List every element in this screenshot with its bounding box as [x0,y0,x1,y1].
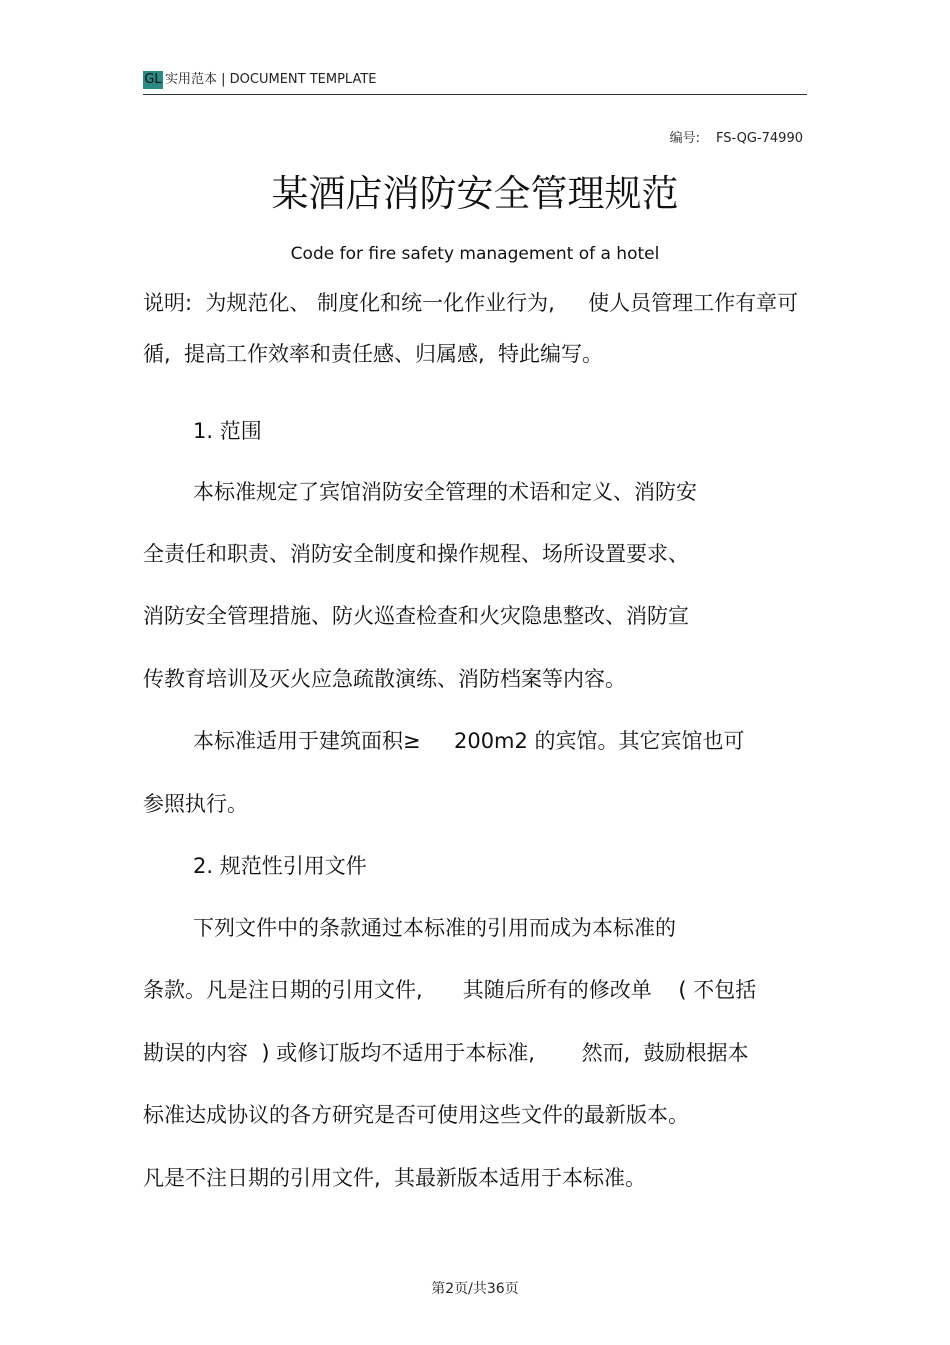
section-heading: 1. 范围 [193,419,262,443]
body-line: 本标准适用于建筑面积≥ 200m2 的宾馆。其它宾馆也可 [193,729,745,753]
body-line: 勘误的内容 ) 或修订版均不适用于本标准, 然而, 鼓励根据本 [143,1041,749,1065]
body-line: 传教育培训及灭火应急疏散演练、消防档案等内容。 [143,667,626,691]
section-heading: 2. 规范性引用文件 [193,854,367,878]
page-footer: 第2页/共36页 [431,1281,519,1297]
body-line: 参照执行。 [143,792,248,816]
body-line: 标准达成协议的各方研究是否可使用这些文件的最新版本。 [143,1103,689,1127]
document-number-label: 编号: [669,131,700,146]
body-line: 说明: 为规范化、 制度化和统一化作业行为, 使人员管理工作有章可 [143,291,799,315]
body-line: 下列文件中的条款通过本标准的引用而成为本标准的 [193,916,676,940]
page-header [143,70,807,95]
header-text: 实用范本 | DOCUMENT TEMPLATE [165,72,377,87]
document-subtitle: Code for fire safety management of a hotel [290,244,660,264]
body-line: 循, 提高工作效率和责任感、归属感, 特此编写。 [143,342,604,366]
document-number [670,127,803,146]
body-line: 全责任和职责、消防安全制度和操作规程、场所设置要求、 [143,542,689,566]
document-title: 某酒店消防安全管理规范 [271,172,679,215]
body-line: 本标准规定了宾馆消防安全管理的术语和定义、消防安 [193,480,697,504]
body-line: 消防安全管理措施、防火巡查检查和火灾隐患整改、消防宣 [143,604,689,628]
body-line: 条款。凡是注日期的引用文件, 其随后所有的修改单 ( 不包括 [143,978,757,1002]
document-number-value: FS-QG-74990 [715,131,803,146]
body-line: 凡是不注日期的引用文件, 其最新版本适用于本标准。 [143,1166,647,1190]
gl-logo: GL [144,72,162,87]
